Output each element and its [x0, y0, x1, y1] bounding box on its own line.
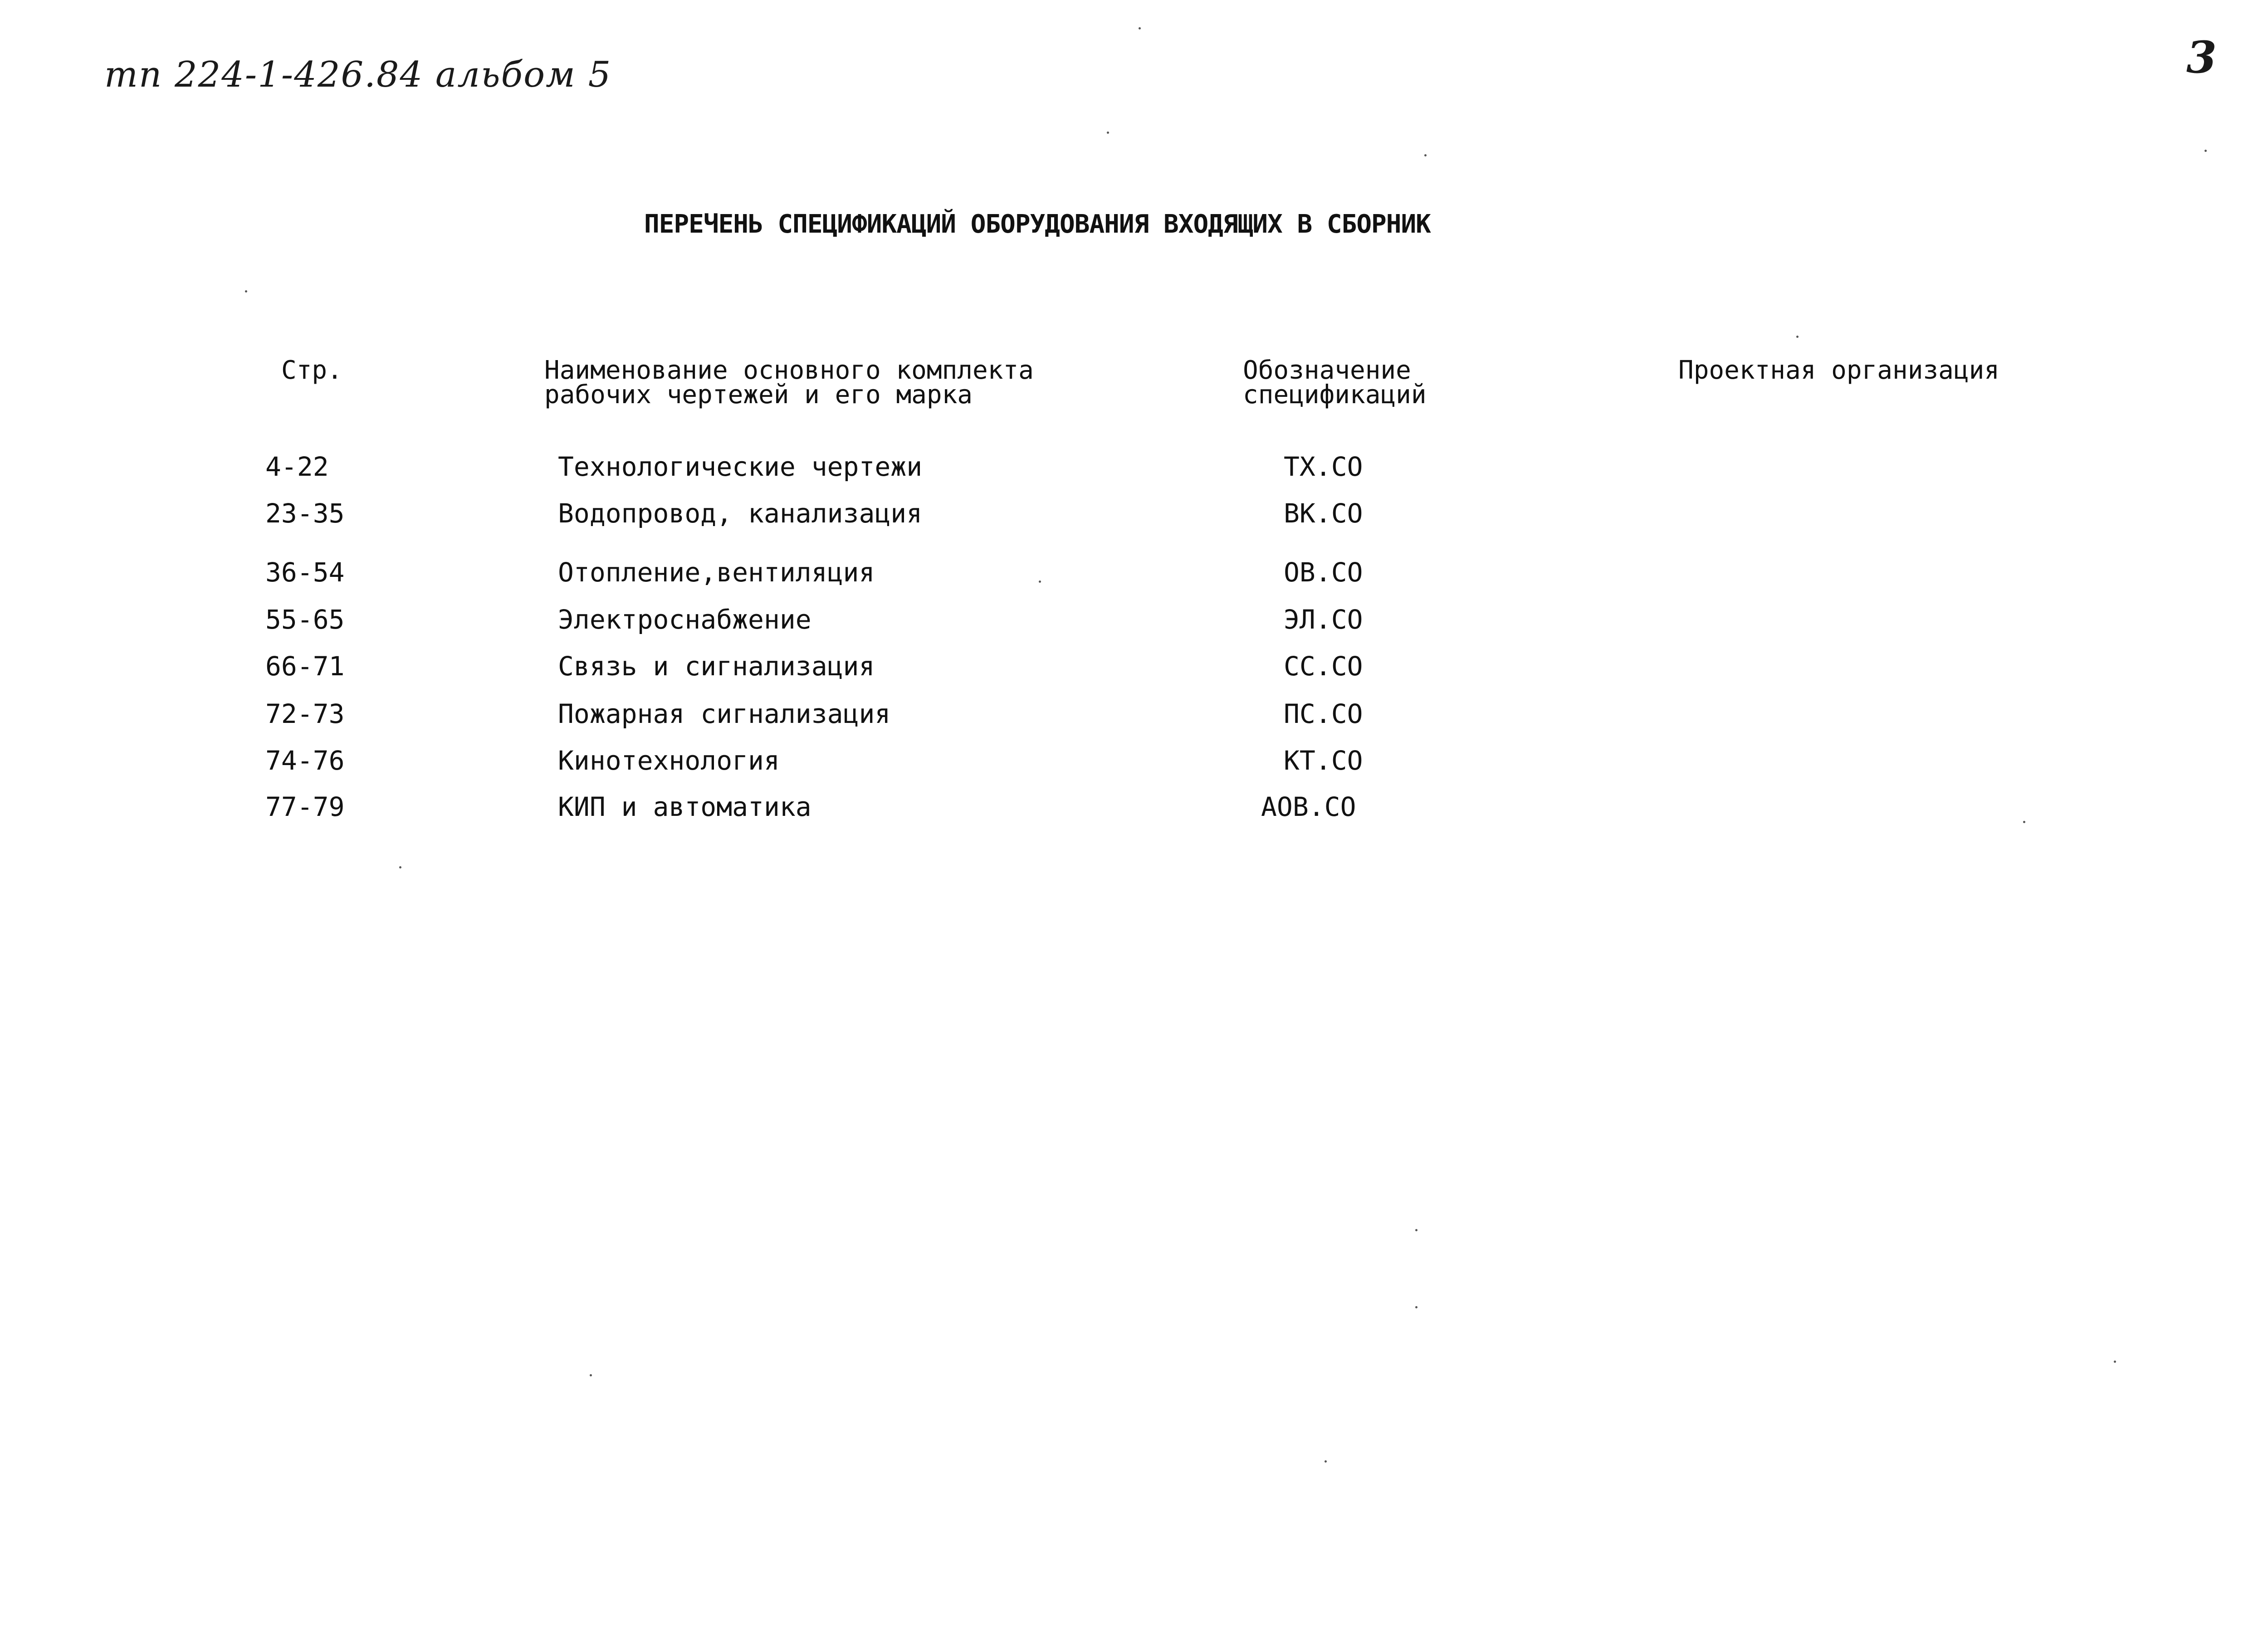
scan-speck	[1325, 1460, 1327, 1463]
column-header-name-line2: рабочих чертежей и его марка	[544, 380, 973, 410]
table-row	[0, 557, 2268, 589]
scan-speck	[1139, 27, 1141, 29]
scan-speck	[1424, 154, 1427, 156]
scan-speck	[2023, 821, 2025, 823]
row-page-range: 23-35	[265, 498, 345, 529]
row-page-range: 72-73	[265, 698, 345, 729]
column-header-org: Проектная организация	[1678, 356, 2000, 385]
row-code: СС.СО	[1284, 651, 1363, 682]
table-row	[0, 651, 2268, 683]
row-page-range: 66-71	[265, 651, 345, 682]
column-header-page: Стр.	[281, 356, 342, 385]
scan-speck	[590, 1374, 592, 1376]
row-code: ВК.СО	[1284, 498, 1363, 529]
table-row	[0, 498, 2268, 530]
scan-speck	[1039, 580, 1041, 583]
column-header-name	[544, 356, 1034, 410]
row-code: ПС.СО	[1284, 698, 1363, 729]
row-code: ТХ.СО	[1284, 451, 1363, 482]
column-header-name-line1: Наименование основного комплекта	[544, 356, 1034, 385]
row-name: Связь и сигнализация	[558, 651, 875, 682]
row-page-range: 74-76	[265, 745, 345, 776]
page-title: ПЕРЕЧЕНЬ СПЕЦИФИКАЦИЙ ОБОРУДОВАНИЯ ВХОДЯЩИХ В СБОРНИК	[644, 210, 1431, 239]
row-page-range: 36-54	[265, 557, 345, 588]
scan-speck	[1107, 132, 1109, 134]
scan-speck	[1796, 336, 1799, 338]
row-code: ЭЛ.СО	[1284, 604, 1363, 635]
document-code: тп 224-1-426.84 альбом 5	[104, 54, 612, 95]
column-header-code-line2: спецификаций	[1243, 380, 1427, 410]
row-code: КТ.СО	[1284, 745, 1363, 776]
row-name: Отопление,вентиляция	[558, 557, 875, 588]
scan-speck	[245, 290, 247, 293]
column-header-code-line1: Обозначение	[1243, 356, 1411, 385]
scan-speck	[1415, 1229, 1418, 1231]
scan-speck	[2204, 150, 2207, 152]
table-row	[0, 791, 2268, 823]
table-row	[0, 451, 2268, 483]
page-number: 3	[2186, 32, 2217, 83]
row-name: Технологические чертежи	[558, 451, 923, 482]
row-name: КИП и автоматика	[558, 791, 811, 822]
row-page-range: 55-65	[265, 604, 345, 635]
row-code: ОВ.СО	[1284, 557, 1363, 588]
row-page-range: 77-79	[265, 791, 345, 822]
row-name: Пожарная сигнализация	[558, 698, 891, 729]
scan-speck	[399, 866, 401, 868]
row-name: Электроснабжение	[558, 604, 811, 635]
scan-speck	[1415, 1306, 1418, 1308]
row-page-range: 4-22	[265, 451, 329, 482]
row-name: Водопровод, канализация	[558, 498, 923, 529]
row-name: Кинотехнология	[558, 745, 780, 776]
table-row	[0, 698, 2268, 730]
column-header-code	[1243, 356, 1427, 410]
row-code: АОВ.СО	[1261, 791, 1356, 822]
scan-speck	[2114, 1361, 2116, 1363]
table-row	[0, 745, 2268, 777]
table-row	[0, 604, 2268, 636]
